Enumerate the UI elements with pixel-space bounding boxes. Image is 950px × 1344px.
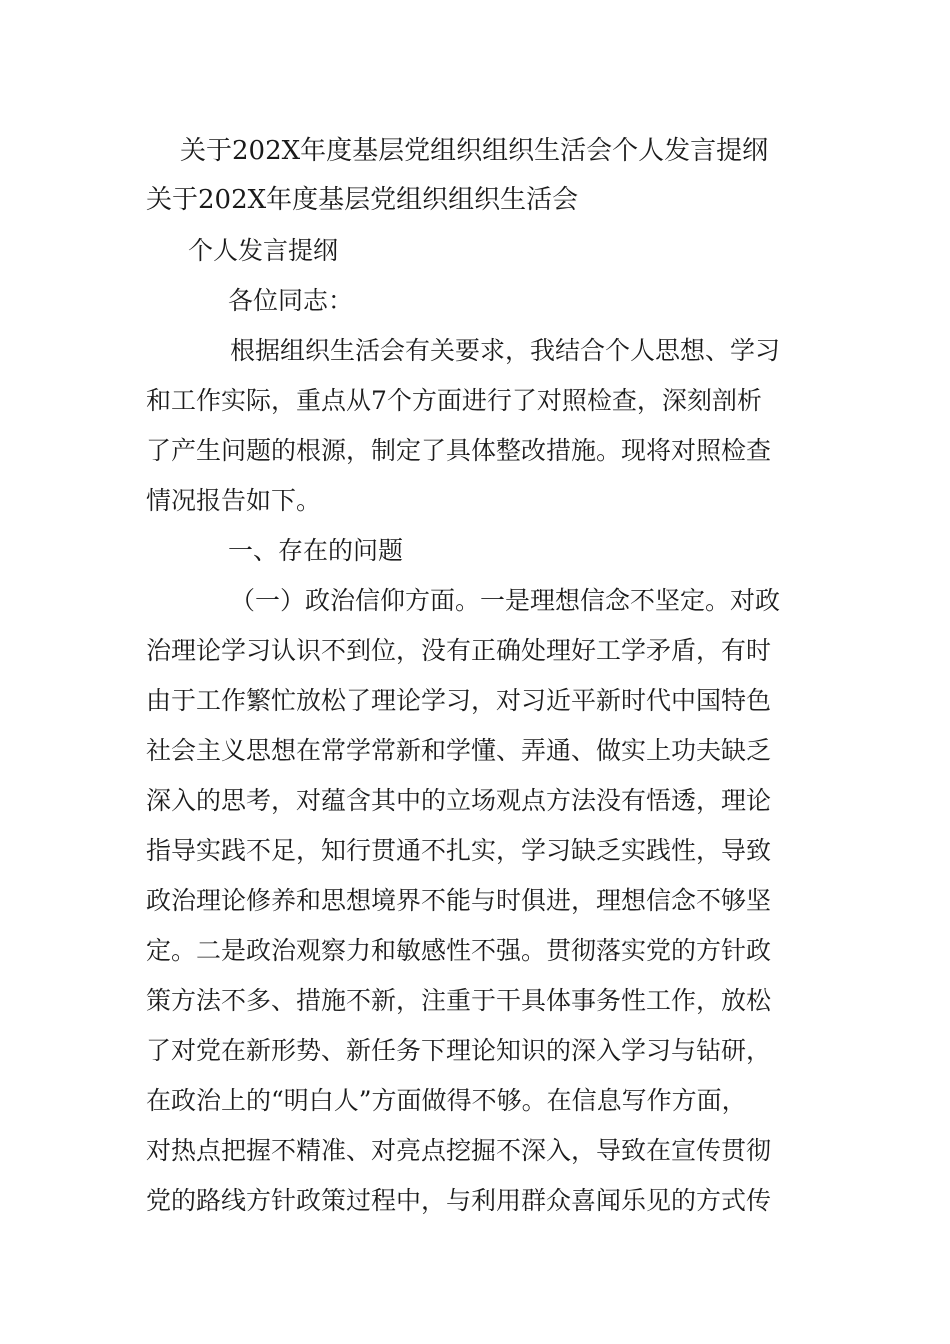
section-line: 社会主义思想在常学常新和学懂、弄通、做实上功夫缺乏 bbox=[146, 736, 772, 765]
document-subtitle-line-1: 关于202X年度基层党组织组织生活会 bbox=[146, 185, 579, 215]
section-line: 在政治上的“明白人”方面做得不够。在信息写作方面， bbox=[146, 1086, 747, 1115]
section-line: 指导实践不足，知行贯通不扎实，学习缺乏实践性，导致 bbox=[146, 836, 772, 865]
intro-line: 了产生问题的根源，制定了具体整改措施。现将对照检查 bbox=[146, 436, 772, 465]
section-line: 由于工作繁忙放松了理论学习，对习近平新时代中国特色 bbox=[146, 686, 772, 715]
intro-line: 情况报告如下。 bbox=[146, 486, 322, 515]
section-line: 对热点把握不精准、对亮点挖掘不深入，导致在宣传贯彻 bbox=[146, 1136, 772, 1165]
section-line: 深入的思考，对蕴含其中的立场观点方法没有悟透，理论 bbox=[146, 786, 772, 815]
greeting: 各位同志： bbox=[228, 286, 354, 315]
section-line: 了对党在新形势、新任务下理论知识的深入学习与钻研， bbox=[146, 1036, 772, 1065]
section-heading: 一、存在的问题 bbox=[228, 536, 404, 565]
document-subtitle-line-2: 个人发言提纲 bbox=[188, 236, 339, 265]
intro-line: 根据组织生活会有关要求，我结合个人思想、学习 bbox=[230, 336, 781, 365]
section-line: 政治理论修养和思想境界不能与时俱进，理想信念不够坚 bbox=[146, 886, 772, 915]
section-line: 治理论学习认识不到位，没有正确处理好工学矛盾，有时 bbox=[146, 636, 772, 665]
section-line: 党的路线方针政策过程中，与利用群众喜闻乐见的方式传 bbox=[146, 1186, 772, 1215]
document-title: 关于202X年度基层党组织组织生活会个人发言提纲 bbox=[180, 136, 769, 166]
section-line: 定。二是政治观察力和敏感性不强。贯彻落实党的方针政 bbox=[146, 936, 772, 965]
intro-line: 和工作实际，重点从7个方面进行了对照检查，深刻剖析 bbox=[146, 386, 762, 415]
section-line: （一）政治信仰方面。一是理想信念不坚定。对政 bbox=[230, 586, 781, 615]
section-line: 策方法不多、措施不新，注重于干具体事务性工作，放松 bbox=[146, 986, 772, 1015]
